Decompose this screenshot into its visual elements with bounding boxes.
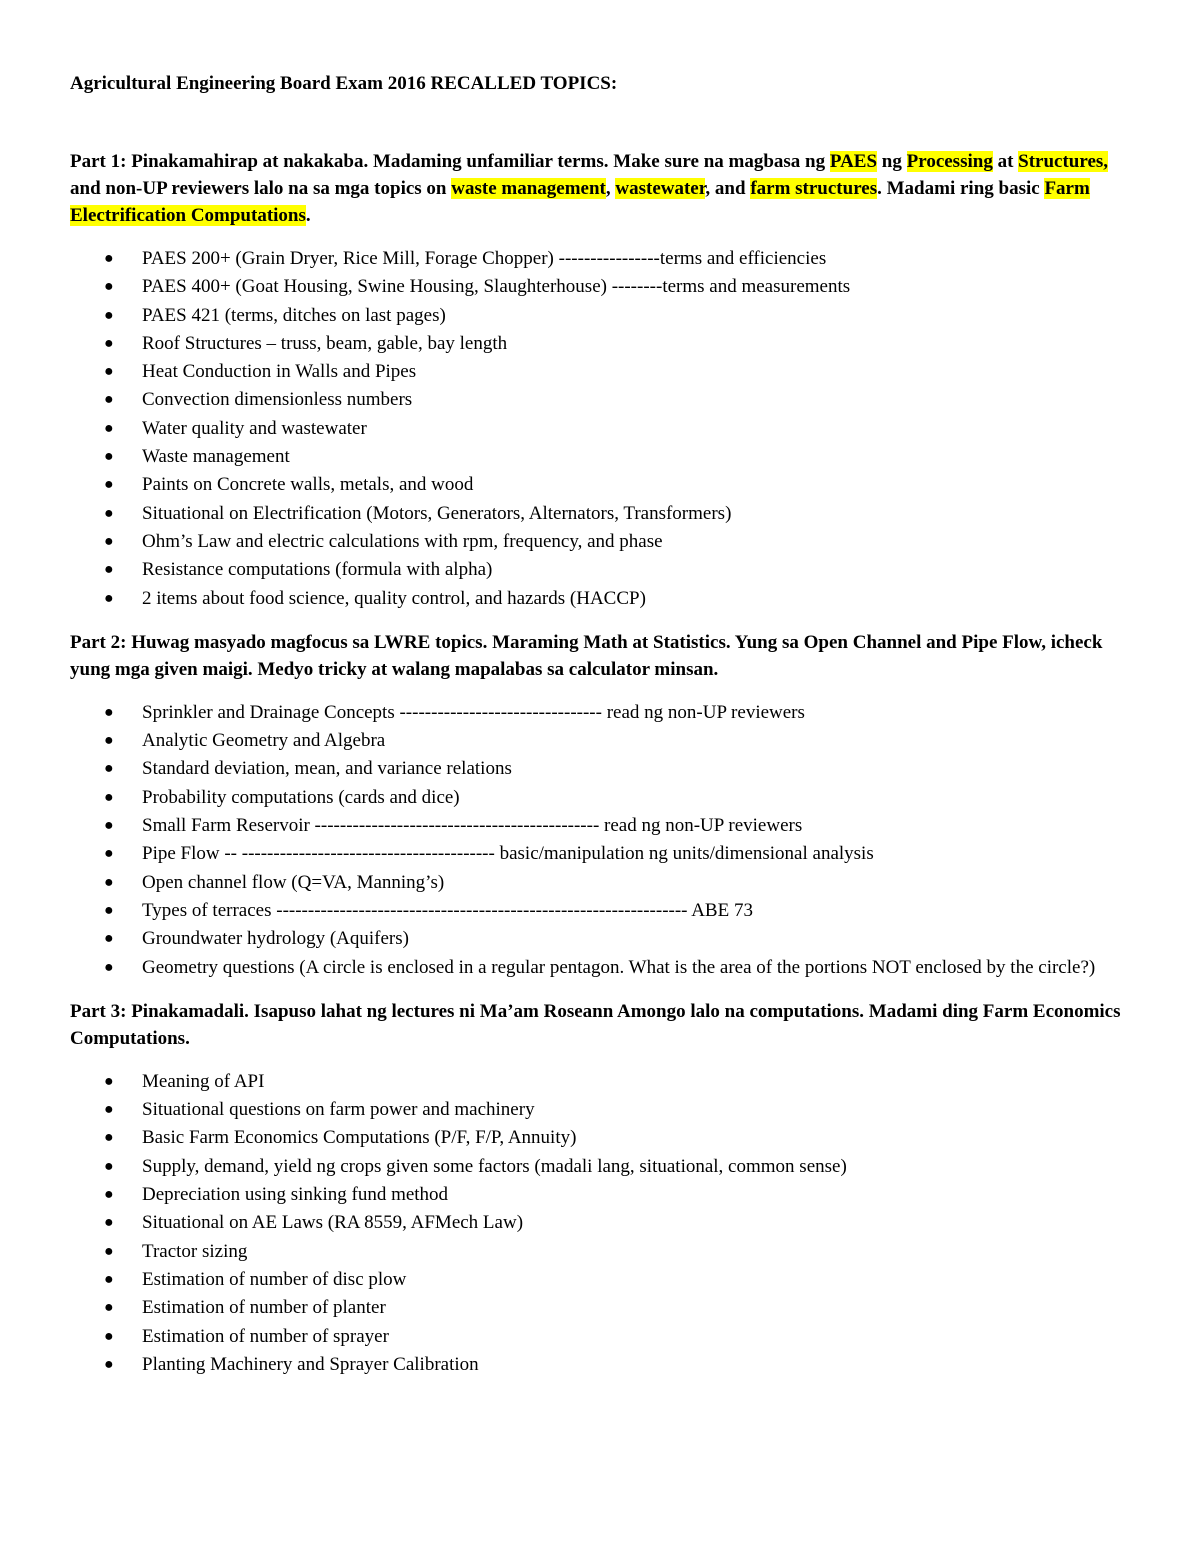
- bullet-icon: ●: [104, 1327, 114, 1345]
- list-item-text: Small Farm Reservoir --------------------------------------------- read ng non-UP reviewers: [142, 815, 803, 837]
- bullet-icon: ●: [104, 1157, 114, 1175]
- heading-text: ng: [877, 151, 907, 172]
- list-item-text: Geometry questions (A circle is enclosed in a regular pentagon. What is the area of the portions NOT enclosed by the circle?): [142, 956, 1096, 978]
- bullet-icon: ●: [104, 561, 114, 579]
- list-item-text: Planting Machinery and Sprayer Calibration: [142, 1353, 479, 1375]
- bullet-icon: ●: [104, 1299, 114, 1317]
- heading-text: .: [305, 205, 311, 226]
- list-item: [104, 1323, 1130, 1351]
- list-item: [104, 330, 1130, 358]
- list-item: [104, 556, 1130, 584]
- list-item: [104, 784, 1130, 812]
- list-item: [104, 1209, 1130, 1237]
- list-item-text: Roof Structures – truss, beam, gable, bay length: [142, 332, 508, 354]
- list-item: [104, 585, 1130, 613]
- heading-text: ,: [605, 178, 616, 199]
- part3-heading: [70, 998, 1130, 1052]
- bullet-icon: ●: [104, 817, 114, 835]
- list-item-text: Pipe Flow -- ---------------------------------------- basic/manipulation ng units/dimensional analysis: [142, 843, 874, 865]
- list-item-text: 2 items about food science, quality control, and hazards (HACCP): [142, 587, 646, 609]
- list-item: [104, 443, 1130, 471]
- part2-topic-list: [70, 699, 1130, 982]
- highlighted-text: waste management: [451, 178, 606, 199]
- list-item-text: Open channel flow (Q=VA, Manning’s): [142, 871, 445, 893]
- bullet-icon: ●: [104, 532, 114, 550]
- list-item: [104, 727, 1130, 755]
- list-item-text: Waste management: [142, 446, 290, 468]
- list-item-text: Tractor sizing: [142, 1240, 248, 1262]
- list-item-text: Meaning of API: [142, 1070, 265, 1092]
- list-item-text: Estimation of number of planter: [142, 1297, 386, 1319]
- list-item-text: Heat Conduction in Walls and Pipes: [142, 361, 417, 383]
- list-item: [104, 1294, 1130, 1322]
- heading-text: at: [992, 151, 1019, 172]
- list-item-text: Convection dimensionless numbers: [142, 389, 413, 411]
- list-item-text: Resistance computations (formula with alpha): [142, 559, 493, 581]
- list-item: [104, 1068, 1130, 1096]
- list-item: [104, 528, 1130, 556]
- list-item: [104, 840, 1130, 868]
- list-item: [104, 471, 1130, 499]
- part3-topic-list: [70, 1068, 1130, 1379]
- bullet-icon: ●: [104, 334, 114, 352]
- bullet-icon: ●: [104, 1101, 114, 1119]
- highlighted-text: PAES: [829, 151, 878, 172]
- list-item: [104, 869, 1130, 897]
- list-item: [104, 1124, 1130, 1152]
- bullet-icon: ●: [104, 1355, 114, 1373]
- bullet-icon: ●: [104, 278, 114, 296]
- list-item-text: Ohm’s Law and electric calculations with rpm, frequency, and phase: [142, 530, 663, 552]
- bullet-icon: ●: [104, 901, 114, 919]
- bullet-icon: ●: [104, 1214, 114, 1232]
- highlighted-text: Farm Electrification Computations: [70, 178, 1090, 226]
- list-item: [104, 245, 1130, 273]
- bullet-icon: ●: [104, 958, 114, 976]
- highlighted-text: Structures,: [1018, 151, 1109, 172]
- heading-text: Part 2: Huwag masyado magfocus sa LWRE topics. Maraming Math at Statistics. Yung sa Open Channel and Pipe Flow, icheck yung mga given maigi. Medyo tricky at walang mapalabas sa calculator minsan.: [70, 631, 1103, 680]
- list-item-text: PAES 400+ (Goat Housing, Swine Housing, Slaughterhouse) --------terms and measurements: [142, 276, 851, 298]
- list-item: [104, 699, 1130, 727]
- heading-text: Part 1: Pinakamahirap at nakakaba. Madaming unfamiliar terms. Make sure na magbasa ng: [70, 151, 830, 172]
- list-item-text: Estimation of number of disc plow: [142, 1268, 407, 1290]
- list-item-text: Groundwater hydrology (Aquifers): [142, 928, 409, 950]
- list-item: [104, 415, 1130, 443]
- list-item: [104, 500, 1130, 528]
- list-item: [104, 1181, 1130, 1209]
- list-item-text: Depreciation using sinking fund method: [142, 1184, 449, 1206]
- bullet-icon: ●: [104, 1072, 114, 1090]
- part1-heading: [70, 148, 1130, 229]
- bullet-icon: ●: [104, 476, 114, 494]
- bullet-icon: ●: [104, 1186, 114, 1204]
- bullet-icon: ●: [104, 930, 114, 948]
- document-page: [70, 70, 1130, 1395]
- document-title: Agricultural Engineering Board Exam 2016 RECALLED TOPICS:: [70, 73, 618, 94]
- list-item-text: Supply, demand, yield ng crops given some factors (madali lang, situational, common sense): [142, 1155, 847, 1177]
- list-item: [104, 925, 1130, 953]
- list-item: [104, 812, 1130, 840]
- list-item-text: Estimation of number of sprayer: [142, 1325, 389, 1347]
- list-item: [104, 954, 1130, 982]
- list-item: [104, 1153, 1130, 1181]
- list-item-text: Probability computations (cards and dice): [142, 786, 460, 808]
- list-item-text: Water quality and wastewater: [142, 417, 367, 439]
- bullet-icon: ●: [104, 1270, 114, 1288]
- list-item: [104, 897, 1130, 925]
- list-item: [104, 386, 1130, 414]
- bullet-icon: ●: [104, 1242, 114, 1260]
- bullet-icon: ●: [104, 250, 114, 267]
- list-item: [104, 273, 1130, 301]
- list-item-text: PAES 200+ (Grain Dryer, Rice Mill, Forage Chopper) ----------------terms and efficiencies: [142, 248, 827, 269]
- list-item: [104, 755, 1130, 783]
- part2-heading: [70, 629, 1130, 683]
- bullet-icon: ●: [104, 703, 114, 721]
- part1-topic-list: [70, 245, 1130, 613]
- bullet-icon: ●: [104, 1129, 114, 1147]
- list-item: [104, 302, 1130, 330]
- list-item: [104, 1096, 1130, 1124]
- bullet-icon: ●: [104, 448, 114, 466]
- heading-text: , and: [705, 178, 751, 199]
- bullet-icon: ●: [104, 363, 114, 381]
- bullet-icon: ●: [104, 873, 114, 891]
- bullet-icon: ●: [104, 845, 114, 863]
- highlighted-text: wastewater: [615, 178, 706, 199]
- highlighted-text: farm structures: [750, 178, 878, 199]
- heading-text: Part 3: Pinakamadali. Isapuso lahat ng lectures ni Ma’am Roseann Amongo lalo na computations. Madami ding Farm Economics Computations.: [70, 1000, 1121, 1049]
- bullet-icon: ●: [104, 788, 114, 806]
- list-item-text: Situational on Electrification (Motors, Generators, Alternators, Transformers): [142, 502, 732, 524]
- bullet-icon: ●: [104, 391, 114, 409]
- list-item-text: Standard deviation, mean, and variance relations: [142, 758, 512, 780]
- list-item-text: Sprinkler and Drainage Concepts -------------------------------- read ng non-UP reviewers: [142, 701, 805, 723]
- list-item: [104, 1266, 1130, 1294]
- list-item: [104, 358, 1130, 386]
- list-item-text: Situational on AE Laws (RA 8559, AFMech Law): [142, 1212, 524, 1234]
- bullet-icon: ●: [104, 760, 114, 778]
- list-item-text: Types of terraces ----------------------------------------------------------------- ABE 73: [142, 899, 753, 921]
- list-item-text: Situational questions on farm power and machinery: [142, 1099, 535, 1121]
- list-item-text: PAES 421 (terms, ditches on last pages): [142, 304, 446, 326]
- list-item-text: Analytic Geometry and Algebra: [142, 730, 386, 752]
- list-item: [104, 1238, 1130, 1266]
- bullet-icon: ●: [104, 419, 114, 437]
- list-item: [104, 1351, 1130, 1379]
- heading-text: . Madami ring basic: [877, 178, 1045, 199]
- bullet-icon: ●: [104, 589, 114, 607]
- highlighted-text: Processing: [906, 151, 993, 172]
- list-item-text: Paints on Concrete walls, metals, and wood: [142, 474, 474, 496]
- list-item-text: Basic Farm Economics Computations (P/F, F/P, Annuity): [142, 1127, 577, 1149]
- heading-text: and non-UP reviewers lalo na sa mga topics on: [70, 178, 452, 199]
- bullet-icon: ●: [104, 306, 114, 324]
- bullet-icon: ●: [104, 504, 114, 522]
- bullet-icon: ●: [104, 732, 114, 750]
